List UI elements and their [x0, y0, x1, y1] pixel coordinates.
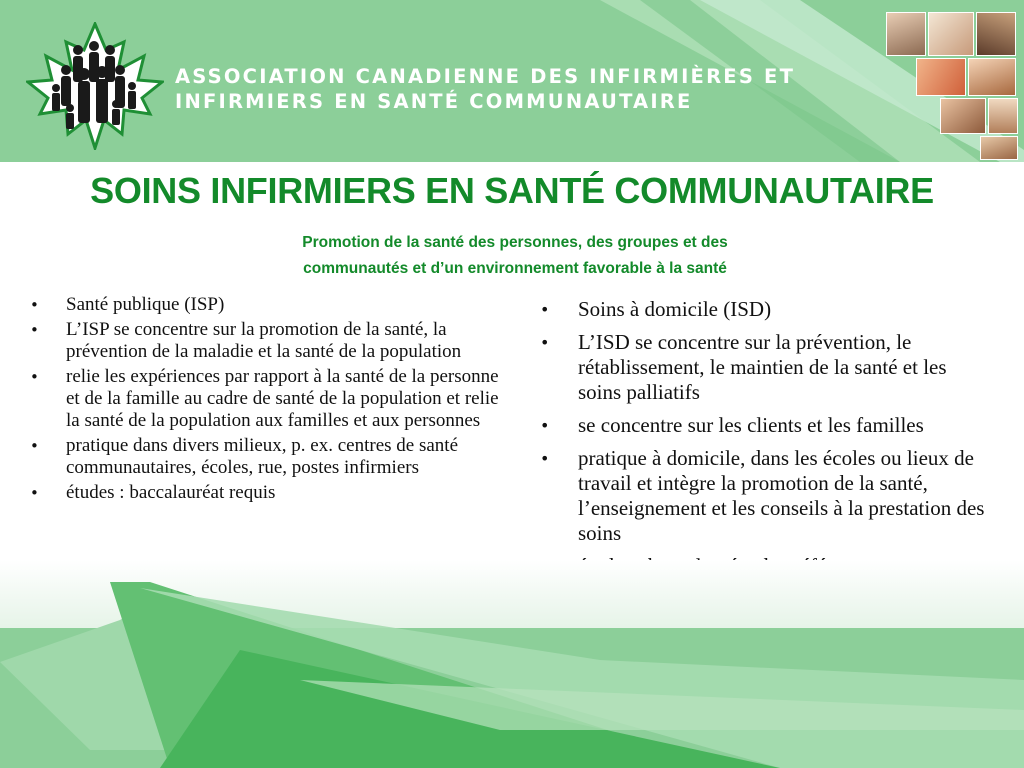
bullet-icon: •	[540, 449, 550, 468]
subtitle-line1: Promotion de la santé des personnes, des groupes et des	[302, 234, 728, 251]
bullet-icon: •	[30, 321, 39, 339]
maple-leaf-people-icon	[26, 22, 164, 150]
photo-thumbnail	[976, 12, 1016, 56]
right-bullet-list	[540, 297, 988, 587]
bullet-icon: •	[30, 437, 39, 455]
bottom-decoration	[0, 560, 1024, 768]
bullet-icon: •	[30, 296, 39, 314]
header-banner	[0, 0, 1024, 162]
org-name-line2: INFIRMIERS EN SANTÉ COMMUNAUTAIRE	[175, 90, 693, 113]
list-item	[30, 482, 510, 504]
list-item	[30, 319, 510, 363]
bullet-icon: •	[540, 333, 550, 352]
list-item-text: pratique à domicile, dans les écoles ou lieux de travail et intègre la promotion de la santé, l’enseignement et les conseils à la prestation des soins	[578, 446, 985, 545]
photo-thumbnail	[916, 58, 966, 96]
photo-thumbnail	[928, 12, 974, 56]
list-item	[540, 413, 988, 438]
bullet-icon: •	[30, 484, 39, 502]
page-subtitle	[0, 230, 1024, 282]
photo-thumbnail	[980, 136, 1018, 160]
list-item	[30, 366, 510, 432]
list-item-text: Soins à domicile (ISD)	[578, 297, 772, 321]
list-item-text: pratique dans divers milieux, p. ex. centres de santé communautaires, écoles, rue, postes infirmiers	[66, 435, 459, 478]
photo-thumbnail	[968, 58, 1016, 96]
bullet-icon: •	[30, 368, 39, 386]
list-item	[30, 435, 510, 479]
list-item	[540, 446, 988, 546]
list-item-text: études : baccalauréat requis	[66, 482, 276, 503]
list-item	[540, 330, 988, 405]
organization-name	[175, 64, 795, 114]
page-title: SOINS INFIRMIERS EN SANTÉ COMMUNAUTAIRE	[90, 170, 934, 211]
list-item-text: Santé publique (ISP)	[66, 294, 225, 315]
list-item-text: L’ISP se concentre sur la promotion de la santé, la prévention de la maladie et la santé de la population	[66, 319, 462, 362]
list-item-text: se concentre sur les clients et les familles	[578, 413, 924, 437]
list-item-text: relie les expériences par rapport à la santé de la personne et de la famille au cadre de santé de la population et relie la santé de la population aux familles et aux personnes	[66, 366, 499, 431]
photo-thumbnail	[988, 98, 1018, 134]
subtitle-line2: communautés et d’un environnement favorable à la santé	[303, 260, 727, 277]
list-item	[540, 297, 988, 322]
list-item	[30, 294, 510, 316]
org-name-line1: ASSOCIATION CANADIENNE DES INFIRMIÈRES ET	[175, 65, 796, 88]
list-item-text: L’ISD se concentre sur la prévention, le rétablissement, le maintien de la santé et les soins palliatifs	[578, 330, 947, 404]
bullet-icon: •	[540, 416, 550, 435]
left-bullet-list	[30, 294, 510, 507]
bullet-icon: •	[540, 300, 550, 319]
photo-thumbnail	[940, 98, 986, 134]
photo-thumbnail	[886, 12, 926, 56]
